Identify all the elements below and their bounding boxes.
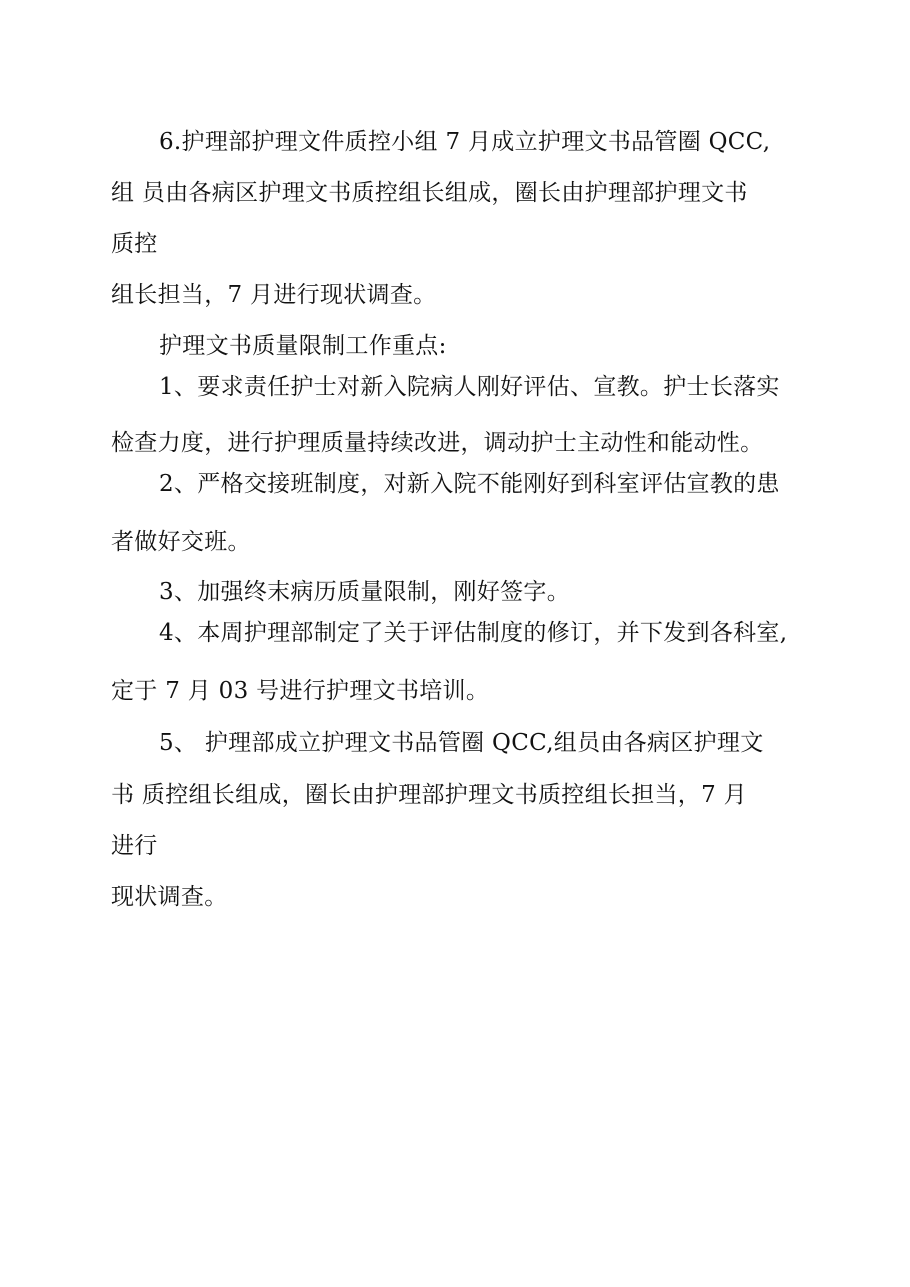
item-5-line-1: 5、 护理部成立护理文书品管圈 QCC,组员由各病区护理文 xyxy=(159,730,764,756)
item-1-line-2: 检查力度，进行护理质量持续改进，调动护士主动性和能动性。 xyxy=(111,430,764,456)
item-5-line-3: 进行 xyxy=(111,833,158,859)
item-2-line-1: 2、严格交接班制度，对新入院不能刚好到科室评估宣教的患 xyxy=(159,471,780,497)
paragraph-6-line-3: 质控 xyxy=(111,231,158,257)
item-2-line-2: 者做好交班。 xyxy=(111,529,251,555)
section-heading: 护理文书质量限制工作重点: xyxy=(159,333,447,359)
paragraph-6-line-4: 组长担当，7 月进行现状调查。 xyxy=(111,282,437,308)
paragraph-6-line-1: 6.护理部护理文件质控小组 7 月成立护理文书品管圈 QCC, xyxy=(159,129,771,155)
paragraph-6-line-2: 组 员由各病区护理文书质控组长组成，圈长由护理部护理文书 xyxy=(111,180,748,206)
item-5-line-4: 现状调查。 xyxy=(111,884,228,910)
item-3-line-1: 3、加强终末病历质量限制，刚好签字。 xyxy=(159,579,571,605)
item-1-line-1: 1、要求责任护士对新入院病人刚好评估、宣教。护士长落实 xyxy=(159,374,780,400)
item-4-line-2: 定于 7 月 03 号进行护理文书培训。 xyxy=(111,678,490,704)
item-4-line-1: 4、本周护理部制定了关于评估制度的修订，并下发到各科室, xyxy=(159,620,788,646)
item-5-line-2: 书 质控组长组成，圈长由护理部护理文书质控组长担当，7 月 xyxy=(111,782,747,808)
